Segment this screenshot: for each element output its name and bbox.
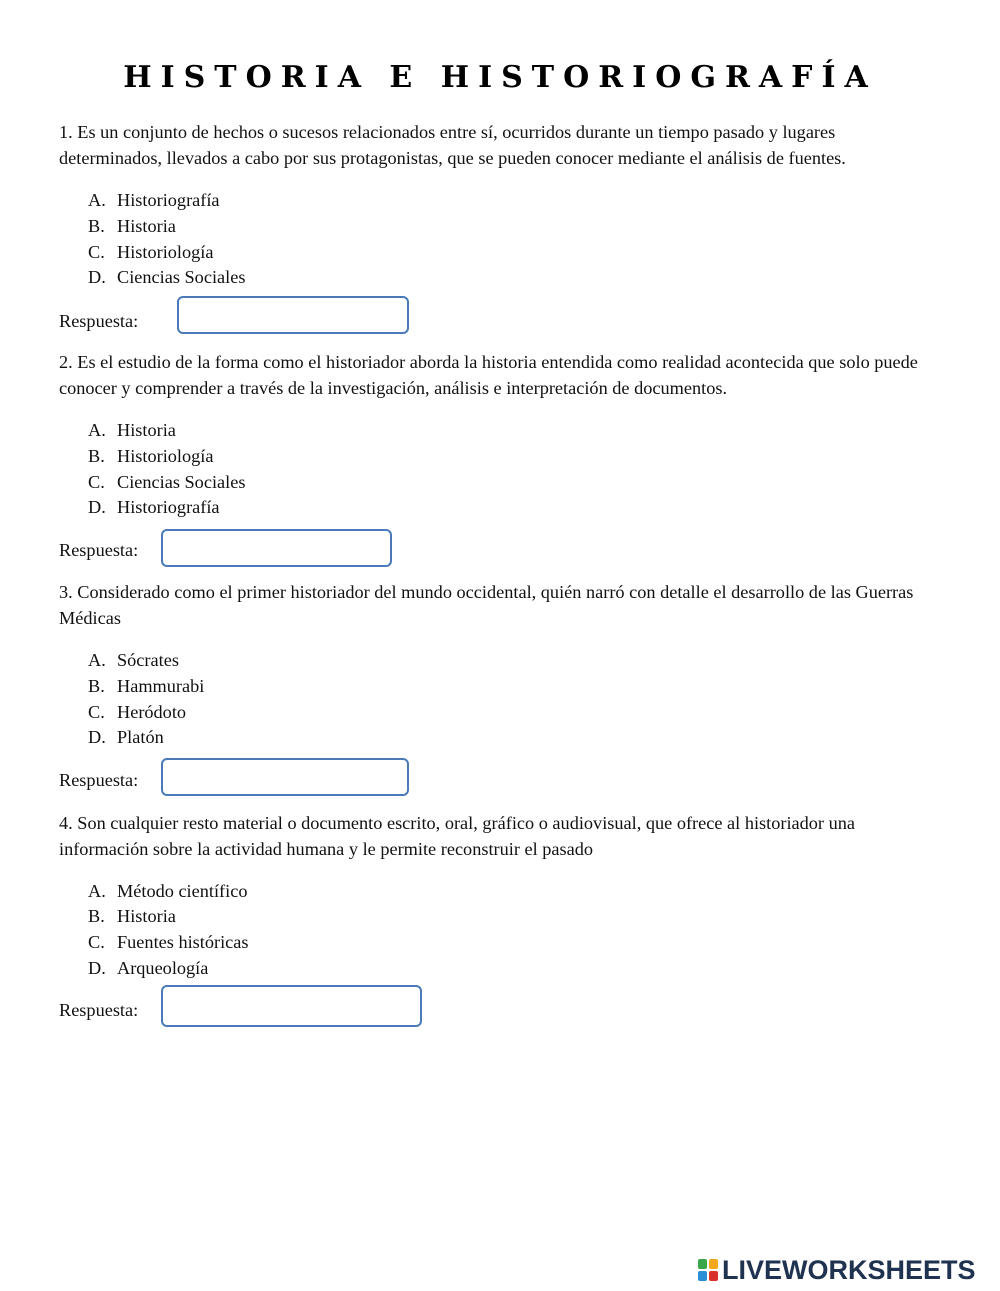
question-1-option-c: C. Historiología: [88, 242, 214, 262]
question-1-option-d: D. Ciencias Sociales: [88, 267, 246, 287]
question-3-option-d: D. Platón: [88, 727, 164, 747]
logo-square-i: [709, 1259, 718, 1269]
question-4-option-b: B. Historia: [88, 906, 176, 926]
question-3-answer-input[interactable]: [161, 758, 409, 796]
logo-square-e: [709, 1271, 718, 1281]
question-1-text: 1. Es un conjunto de hechos o sucesos relacionados entre sí, ocurridos durante un tiempo pasado y lugares determinados, llevados a cabo por sus protagonistas, que se pueden conocer mediante el análisis de fuentes.: [59, 122, 846, 168]
question-2-answer-input[interactable]: [161, 529, 392, 567]
question-3-option-c: C. Heródoto: [88, 702, 187, 722]
question-3-answer-label: Respuesta:: [59, 770, 139, 790]
question-3-option-a: A. Sócrates: [88, 650, 179, 670]
question-2-option-b: B. Historiología: [88, 446, 214, 466]
liveworksheets-logo: [697, 1257, 976, 1283]
liveworksheets-logo-icon: [697, 1258, 719, 1282]
question-4-option-c: C. Fuentes históricas: [88, 932, 249, 952]
question-4-answer-label: Respuesta:: [59, 1000, 139, 1020]
question-4-answer-input[interactable]: [161, 985, 422, 1027]
worksheet-title: HISTORIA E HISTORIOGRAFÍA: [123, 60, 877, 95]
question-2-text: 2. Es el estudio de la forma como el historiador aborda la historia entendida como realidad acontecida que solo puede conocer y comprender a través de la investigación, análisis e interpretación de documentos.: [59, 352, 918, 398]
liveworksheets-brand-text: LIVEWORKSHEETS: [722, 1255, 976, 1285]
question-2-option-d: D. Historiografía: [88, 497, 220, 517]
question-3-text: 3. Considerado como el primer historiador del mundo occidental, quién narró con detalle el desarrollo de las Guerras Médicas: [59, 582, 914, 628]
logo-square-l: [698, 1259, 707, 1269]
question-1-answer-label: Respuesta:: [59, 311, 139, 331]
question-4-text: 4. Son cualquier resto material o documento escrito, oral, gráfico o audiovisual, que ofrece al historiador una información sobre la actividad humana y le permite reconstruir el pasado: [59, 813, 855, 859]
question-3-option-b: B. Hammurabi: [88, 676, 205, 696]
question-2-option-c: C. Ciencias Sociales: [88, 472, 246, 492]
question-1-answer-input[interactable]: [177, 296, 409, 334]
question-1-option-b: B. Historia: [88, 216, 176, 236]
question-4-option-d: D. Arqueología: [88, 958, 209, 978]
logo-square-v: [698, 1271, 707, 1281]
question-1-option-a: A. Historiografía: [88, 190, 220, 210]
question-2-option-a: A. Historia: [88, 420, 176, 440]
question-4-option-a: A. Método científico: [88, 881, 248, 901]
question-2-answer-label: Respuesta:: [59, 540, 139, 560]
